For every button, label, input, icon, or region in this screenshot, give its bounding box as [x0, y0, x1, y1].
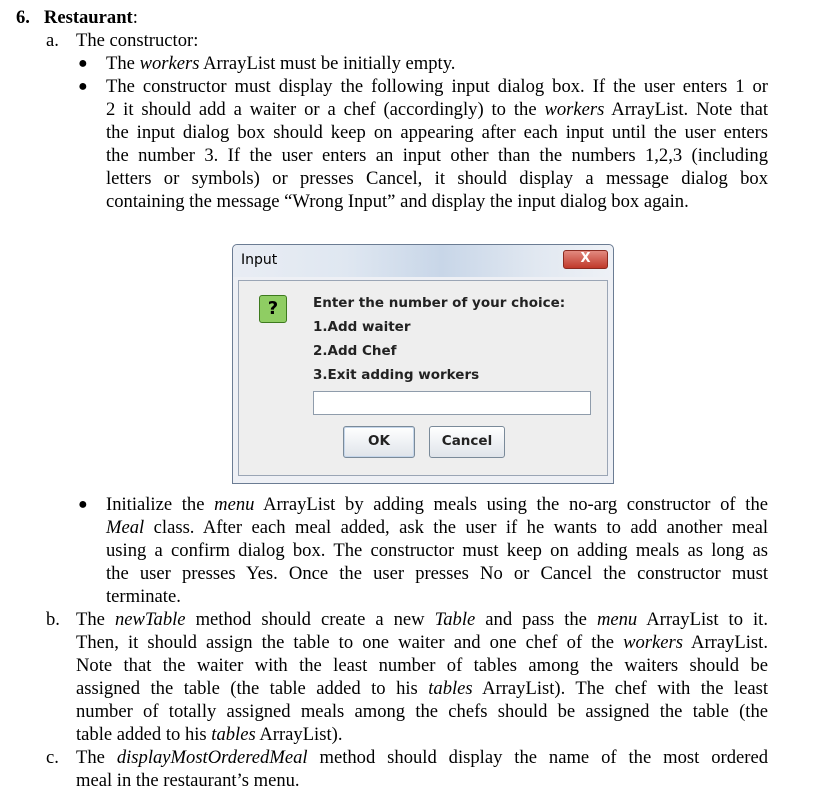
dialog-message-line: 2.Add Chef: [313, 343, 397, 359]
question-icon: ?: [259, 295, 287, 323]
item-b-line-1: The newTable method should create a new Table and pass the menu ArrayList to it.: [76, 609, 768, 630]
item-b-line-5: number of totally assigned meals among the chefs should be assigned the table (the: [76, 701, 768, 722]
dialog-message-line: 3.Exit adding workers: [313, 367, 480, 383]
bullet-3-line-2: Meal class. After each meal added, ask the user if he wants to add another meal: [106, 517, 768, 538]
item-b-marker: b.: [46, 609, 60, 630]
item-a-title: The constructor:: [76, 30, 199, 51]
item-c-line-2: meal in the restaurant’s menu.: [76, 770, 300, 791]
bullet-3-line-1: Initialize the menu ArrayList by adding meals using the no-arg constructor of the: [106, 494, 768, 515]
ok-button[interactable]: OK: [343, 426, 415, 458]
bullet-3-line-4: the user presses Yes. Once the user presses No or Cancel the constructor must: [106, 563, 768, 584]
item-b-line-2: Then, it should assign the table to one waiter and one chef of the workers ArrayList.: [76, 632, 768, 653]
bullet-2-line-4: the number 3. If the user enters an input other than the numbers 1,2,3 (including: [106, 145, 768, 166]
bullet-2-line-5: letters or symbols) or presses Cancel, it should display a message dialog box: [106, 168, 768, 189]
bullet-icon: ●: [78, 78, 88, 95]
bullet-2-line-3: the input dialog box should keep on appearing after each input until the user enters: [106, 122, 768, 143]
input-dialog: [232, 244, 614, 484]
close-icon[interactable]: X: [563, 250, 608, 269]
item-c-marker: c.: [46, 747, 59, 768]
bullet-3-line-5: terminate.: [106, 586, 181, 607]
item-c-line-1: The displayMostOrderedMeal method should display the name of the most ordered: [76, 747, 768, 768]
item-b-line-4: assigned the table (the table added to his tables ArrayList). The chef with the least: [76, 678, 769, 699]
item-b-line-3: Note that the waiter with the least number of tables among the waiters should be: [76, 655, 768, 676]
section-heading: 6. Restaurant:: [16, 7, 138, 28]
dialog-content: [238, 280, 608, 476]
dialog-title-bar[interactable]: [233, 245, 613, 277]
bullet-2-line-1: The constructor must display the following input dialog box. If the user enters 1 or: [106, 76, 768, 97]
bullet-2-line-6: containing the message “Wrong Input” and display the input dialog box again.: [106, 191, 689, 212]
item-a-marker: a.: [46, 30, 59, 51]
choice-input[interactable]: [313, 391, 591, 415]
cancel-button[interactable]: Cancel: [429, 426, 505, 458]
bullet-icon: ●: [78, 55, 88, 72]
dialog-title: Input: [241, 252, 278, 268]
bullet-1-text: The workers ArrayList must be initially empty.: [106, 53, 456, 74]
bullet-2-line-2: 2 it should add a waiter or a chef (accordingly) to the workers ArrayList. Note that: [106, 99, 768, 120]
bullet-3-line-3: using a confirm dialog box. The constructor must keep on adding meals as long as: [106, 540, 768, 561]
bullet-icon: ●: [78, 496, 88, 513]
dialog-message-line: 1.Add waiter: [313, 319, 411, 335]
item-b-line-6: table added to his tables ArrayList).: [76, 724, 343, 745]
dialog-message-line: Enter the number of your choice:: [313, 295, 566, 311]
